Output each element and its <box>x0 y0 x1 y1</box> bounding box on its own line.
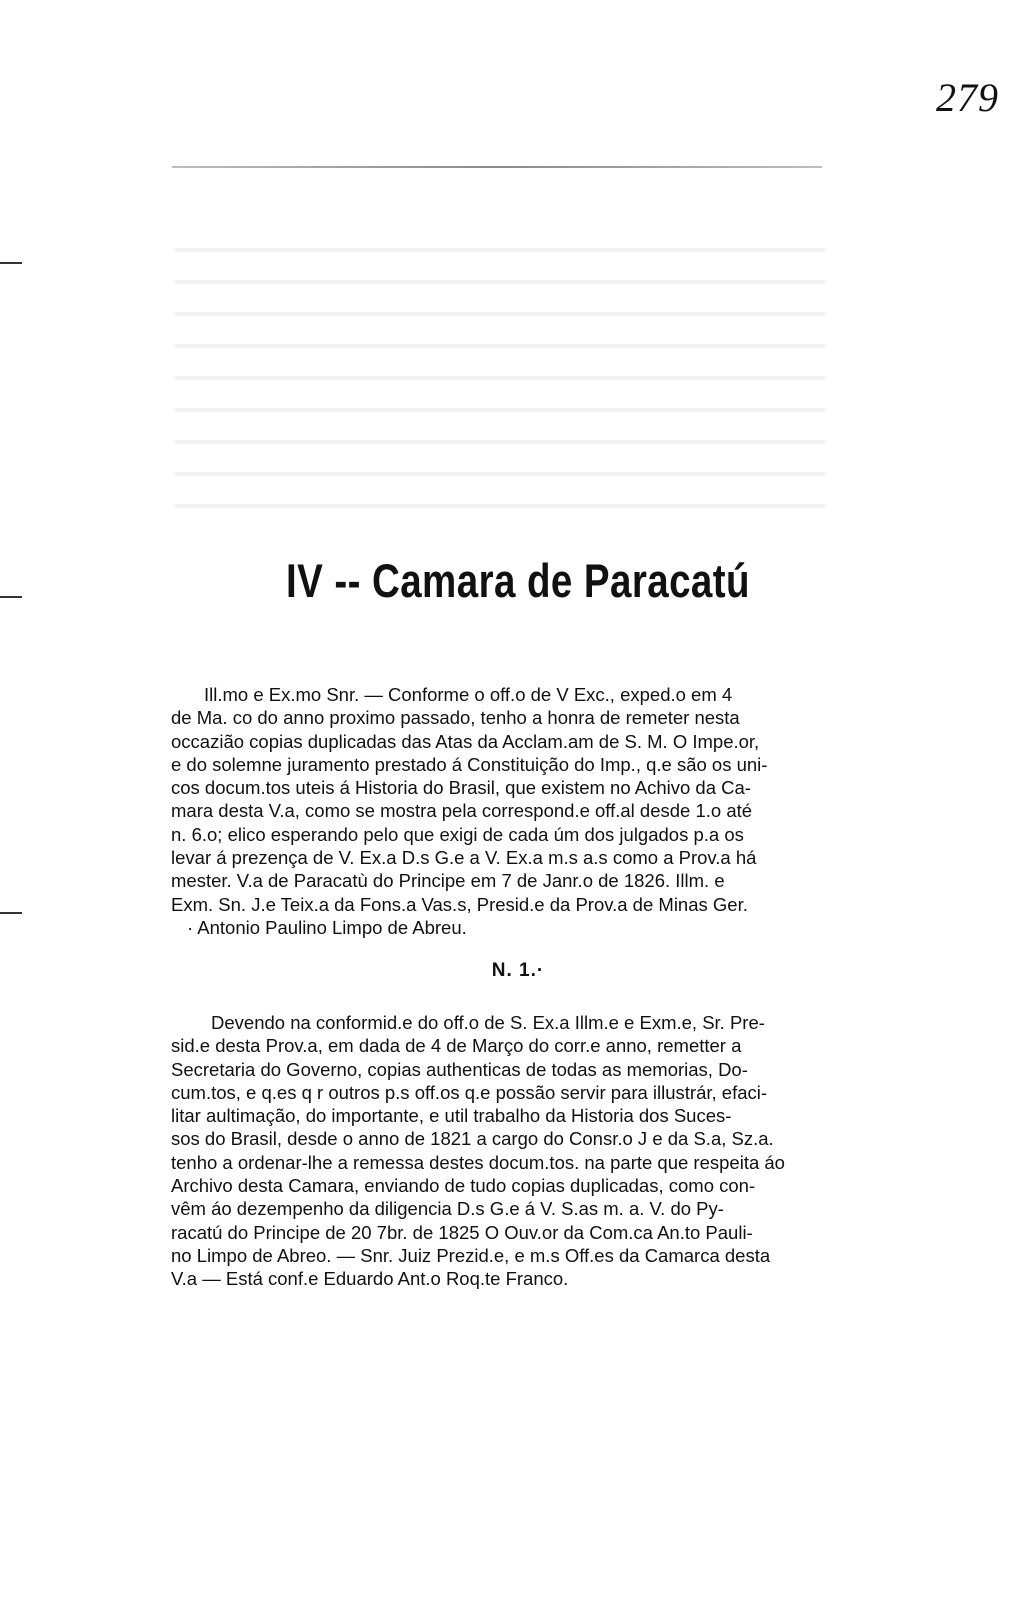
letter-line: mara desta V.a, como se mostra pela correspond.e off.al desde 1.o até <box>171 800 753 822</box>
document-line: vêm áo dezempenho da diligencia D.s G.e á V. S.as m. a. V. do Py- <box>171 1198 724 1220</box>
chapter-title: IV -- Camara de Paracatú <box>286 554 750 607</box>
document-line: sos do Brasil, desde o anno de 1821 a cargo do Consr.o J e da S.a, Sz.a. <box>171 1128 774 1150</box>
letter-line: occazião copias duplicadas das Atas da Acclam.am de S. M. O Impe.or, <box>171 730 760 752</box>
letter-line: de Ma. co do anno proximo passado, tenho a honra de remeter nesta <box>171 707 740 729</box>
letter-line: levar á prezença de V. Ex.a D.s G.e a V. Ex.a m.s a.s como a Prov.a há <box>171 847 757 869</box>
document-line: sid.e desta Prov.a, em dada de 4 de Março do corr.e anno, remetter a <box>171 1035 742 1057</box>
letter-line: mester. V.a de Paracatù do Principe em 7 de Janr.o de 1826. Illm. e <box>171 870 725 892</box>
letter-line: n. 6.o; elico esperando pelo que exigi de cada úm dos julgados p.a os <box>171 823 744 845</box>
document-line: tenho a ordenar-lhe a remessa destes docum.tos. na parte que respeita áo <box>171 1151 785 1173</box>
letter-paragraph <box>171 683 842 939</box>
header-rule <box>172 166 822 168</box>
letter-signature: · Antonio Paulino Limpo de Abreu. <box>187 916 467 938</box>
edge-mark <box>0 912 22 914</box>
document-line: V.a — Está conf.e Eduardo Ant.o Roq.te Franco. <box>171 1268 569 1290</box>
document-line: Archivo desta Camara, enviando de tudo copias duplicadas, como con- <box>171 1175 756 1197</box>
document-line: cum.tos, e q.es q r outros p.s off.os q.e possão servir para illustrár, efaci- <box>171 1081 768 1103</box>
document-line: Devendo na conformid.e do off.o de S. Ex.a Illm.e e Exm.e, Sr. Pre- <box>211 1012 765 1033</box>
document-line: no Limpo de Abreo. — Snr. Juiz Prezid.e, e m.s Off.es da Camarca desta <box>171 1244 771 1266</box>
document-line: racatú do Principe de 20 7br. de 1825 O Ouv.or da Com.ca An.to Pauli- <box>171 1221 753 1243</box>
letter-line: e do solemne juramento prestado á Constituição do Imp., q.e são os uni- <box>171 753 768 775</box>
document-line: litar aultimação, do importante, e util trabalho da Historia dos Suces- <box>171 1105 732 1127</box>
document-line: Secretaria do Governo, copias authenticas de todas as memorias, Do- <box>171 1058 748 1080</box>
letter-line: Exm. Sn. J.e Teix.a da Fons.a Vas.s, Presid.e da Prov.a de Minas Ger. <box>171 893 748 915</box>
document-number: N. 1.· <box>491 960 545 981</box>
page-number: 279 <box>936 75 999 120</box>
bleed-through-area <box>175 230 825 520</box>
document-paragraph <box>171 1011 842 1291</box>
edge-mark <box>0 596 22 598</box>
edge-mark <box>0 262 22 264</box>
letter-line: cos docum.tos uteis á Historia do Brasil, que existem no Achivo da Ca- <box>171 777 751 799</box>
letter-line: Ill.mo e Ex.mo Snr. — Conforme o off.o de V Exc., exped.o em 4 <box>204 684 733 705</box>
